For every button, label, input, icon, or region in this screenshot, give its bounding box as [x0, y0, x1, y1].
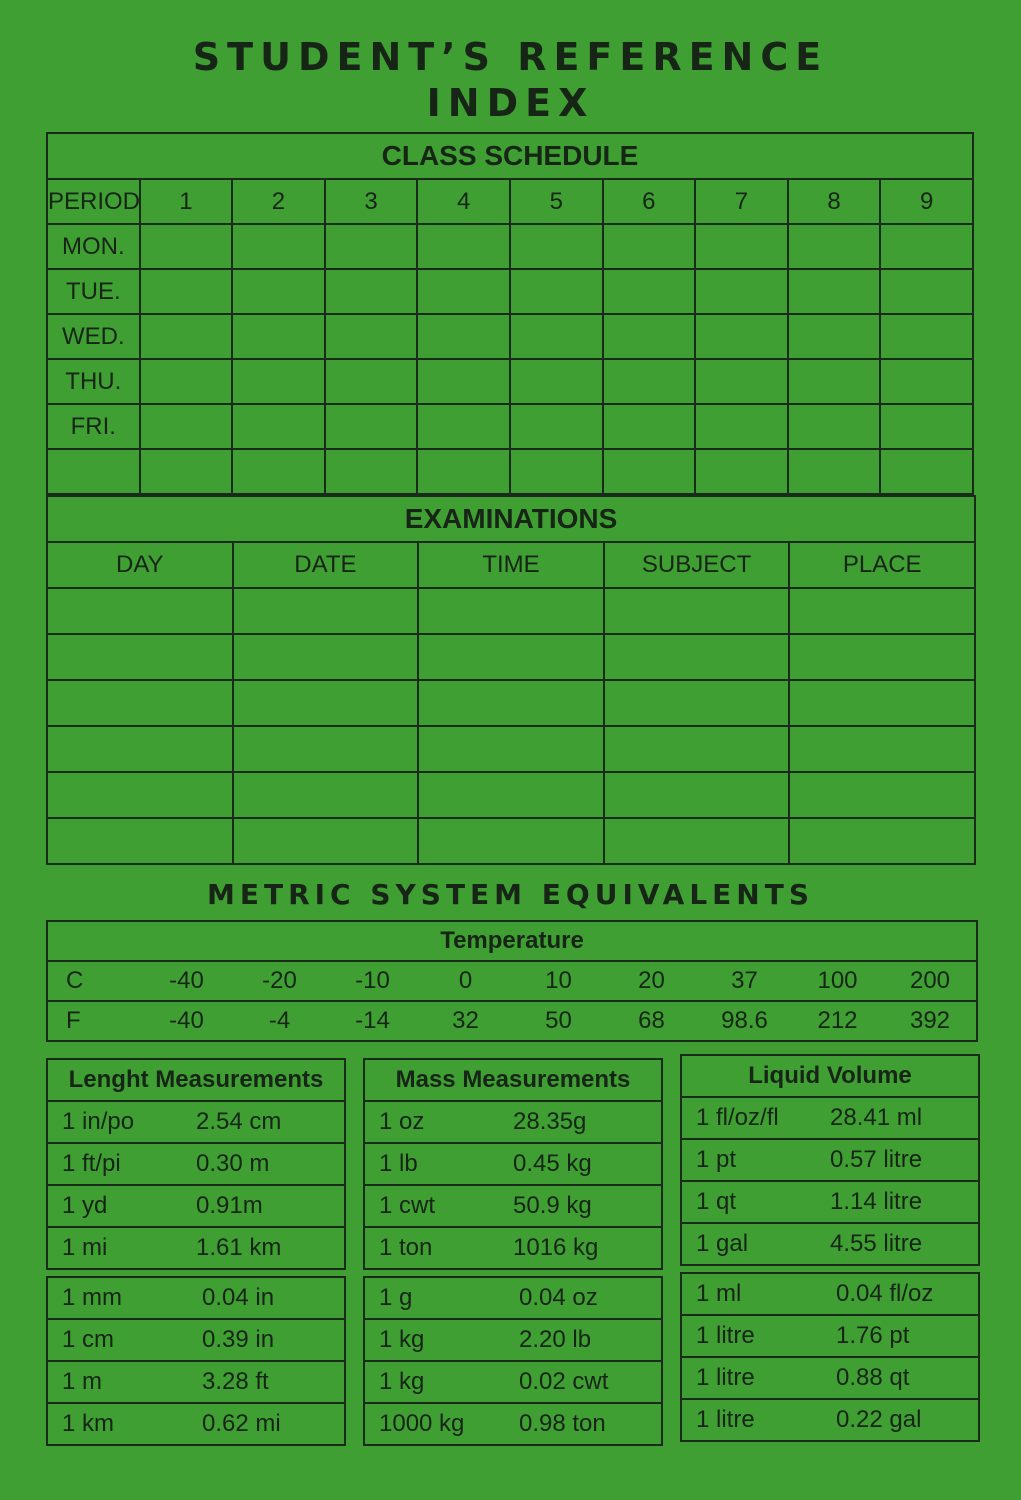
exam-cell[interactable]: [789, 680, 975, 726]
volume-unit: 1 litre: [681, 1357, 836, 1399]
exam-cell[interactable]: [233, 588, 419, 634]
length-value: 0.39 in: [202, 1319, 345, 1361]
period-label: PERIOD: [47, 179, 140, 224]
mass-unit: 1 oz: [364, 1101, 513, 1143]
exam-cell[interactable]: [604, 726, 790, 772]
mass-unit: 1 ton: [364, 1227, 513, 1269]
length-table: [46, 1058, 346, 1270]
exam-col-subject: SUBJECT: [604, 542, 790, 588]
schedule-row: [47, 449, 973, 494]
schedule-cell[interactable]: [880, 449, 973, 494]
schedule-cell[interactable]: [232, 404, 325, 449]
schedule-cell[interactable]: [788, 404, 881, 449]
fahrenheit-value: 212: [817, 1007, 858, 1034]
exam-cell[interactable]: [47, 680, 233, 726]
length-value: 0.62 mi: [202, 1403, 345, 1445]
length-unit: 1 ft/pi: [47, 1143, 196, 1185]
period-8: 8: [788, 179, 881, 224]
volume-row: [681, 1399, 979, 1441]
mass-value: 0.02 cwt: [519, 1361, 662, 1403]
volume-heading: Liquid Volume: [681, 1055, 979, 1097]
exam-cell[interactable]: [789, 588, 975, 634]
celsius-value: 20: [638, 967, 665, 994]
schedule-cell[interactable]: [695, 449, 788, 494]
schedule-cell[interactable]: [325, 449, 418, 494]
schedule-cell[interactable]: [510, 359, 603, 404]
volume-row: [681, 1273, 979, 1315]
mass-unit: 1 kg: [364, 1319, 519, 1361]
mass-unit: 1 lb: [364, 1143, 513, 1185]
length-unit: 1 mm: [47, 1277, 202, 1319]
length-row: [47, 1319, 345, 1361]
exam-cell[interactable]: [604, 818, 790, 864]
exam-cell[interactable]: [47, 772, 233, 818]
schedule-cell[interactable]: [510, 404, 603, 449]
exam-cell[interactable]: [233, 726, 419, 772]
schedule-cell[interactable]: [788, 269, 881, 314]
volume-table: [680, 1054, 980, 1266]
exam-cell[interactable]: [789, 726, 975, 772]
volume-row: [681, 1223, 979, 1265]
fahrenheit-value: 98.6: [721, 1007, 768, 1034]
schedule-row: [47, 314, 973, 359]
exam-cell[interactable]: [789, 634, 975, 680]
fahrenheit-value: 392: [909, 1007, 951, 1034]
exam-row: [47, 680, 975, 726]
exam-cell[interactable]: [418, 772, 604, 818]
mass-row: [364, 1319, 662, 1361]
mass-value: 28.35g: [513, 1101, 662, 1143]
schedule-cell[interactable]: [232, 449, 325, 494]
volume-row: [681, 1181, 979, 1223]
schedule-cell[interactable]: [325, 404, 418, 449]
schedule-cell[interactable]: [510, 269, 603, 314]
mass-row: [364, 1227, 662, 1269]
schedule-cell[interactable]: [140, 314, 233, 359]
schedule-cell[interactable]: [140, 404, 233, 449]
celsius-value: 200: [909, 967, 951, 994]
volume-value: 1.76 pt: [836, 1315, 979, 1357]
schedule-cell[interactable]: [325, 314, 418, 359]
schedule-cell[interactable]: [325, 224, 418, 269]
schedule-cell[interactable]: [417, 269, 510, 314]
schedule-cell[interactable]: [417, 224, 510, 269]
volume-row: [681, 1357, 979, 1399]
schedule-row: [47, 224, 973, 269]
length-unit: 1 m: [47, 1361, 202, 1403]
length-value: 2.54 cm: [196, 1101, 345, 1143]
schedule-cell[interactable]: [695, 314, 788, 359]
volume-value: 4.55 litre: [830, 1223, 979, 1265]
volume-value: 1.14 litre: [830, 1181, 979, 1223]
exam-row: [47, 726, 975, 772]
exam-cell[interactable]: [418, 588, 604, 634]
schedule-cell[interactable]: [880, 269, 973, 314]
schedule-cell[interactable]: [417, 359, 510, 404]
period-5: 5: [510, 179, 603, 224]
period-2: 2: [232, 179, 325, 224]
page-title-line2: INDEX: [426, 81, 595, 125]
schedule-cell[interactable]: [232, 224, 325, 269]
schedule-cell[interactable]: [603, 359, 696, 404]
exam-col-time: TIME: [418, 542, 604, 588]
length-unit: 1 cm: [47, 1319, 202, 1361]
schedule-cell[interactable]: [417, 314, 510, 359]
schedule-header-row: [47, 179, 973, 224]
exam-cell[interactable]: [47, 634, 233, 680]
schedule-cell[interactable]: [510, 449, 603, 494]
mass-table-metric: [363, 1276, 663, 1446]
length-unit: 1 in/po: [47, 1101, 196, 1143]
schedule-cell[interactable]: [140, 359, 233, 404]
schedule-cell[interactable]: [325, 359, 418, 404]
mass-value: 1016 kg: [513, 1227, 662, 1269]
period-9: 9: [880, 179, 973, 224]
exam-cell[interactable]: [233, 772, 419, 818]
celsius-value: 10: [545, 967, 572, 994]
examinations-table: [46, 495, 976, 865]
length-heading: Lenght Measurements: [47, 1059, 345, 1101]
schedule-cell[interactable]: [603, 314, 696, 359]
length-row: [47, 1277, 345, 1319]
volume-value: 0.88 qt: [836, 1357, 979, 1399]
schedule-cell[interactable]: [788, 449, 881, 494]
period-7: 7: [695, 179, 788, 224]
exam-cell[interactable]: [789, 772, 975, 818]
mass-row: [364, 1403, 662, 1445]
exam-cell[interactable]: [604, 772, 790, 818]
schedule-cell[interactable]: [788, 359, 881, 404]
exam-cell[interactable]: [789, 818, 975, 864]
celsius-row: [47, 961, 977, 1001]
day-label: [47, 449, 140, 494]
length-unit: 1 yd: [47, 1185, 196, 1227]
volume-unit: 1 fl/oz/fl: [681, 1097, 830, 1139]
exam-cell[interactable]: [418, 634, 604, 680]
period-6: 6: [603, 179, 696, 224]
exam-cell[interactable]: [604, 588, 790, 634]
fahrenheit-label: F: [66, 1007, 81, 1034]
temperature-table: [46, 920, 978, 1042]
fahrenheit-value: 32: [452, 1007, 479, 1034]
volume-unit: 1 qt: [681, 1181, 830, 1223]
mass-heading: Mass Measurements: [364, 1059, 662, 1101]
day-label: FRI.: [47, 404, 140, 449]
schedule-row: [47, 269, 973, 314]
length-unit: 1 km: [47, 1403, 202, 1445]
day-label: TUE.: [47, 269, 140, 314]
exam-row: [47, 818, 975, 864]
fahrenheit-value: -4: [268, 1007, 291, 1034]
length-row: [47, 1185, 345, 1227]
schedule-cell[interactable]: [788, 314, 881, 359]
mass-unit: 1 cwt: [364, 1185, 513, 1227]
exam-header-row: [47, 542, 975, 588]
exam-cell[interactable]: [604, 634, 790, 680]
fahrenheit-value: -40: [169, 1007, 204, 1034]
schedule-cell[interactable]: [417, 449, 510, 494]
length-unit: 1 mi: [47, 1227, 196, 1269]
class-schedule-heading: CLASS SCHEDULE: [47, 133, 973, 179]
schedule-cell[interactable]: [232, 269, 325, 314]
schedule-cell[interactable]: [880, 404, 973, 449]
exam-col-date: DATE: [233, 542, 419, 588]
fahrenheit-value: 50: [545, 1007, 572, 1034]
length-row: [47, 1361, 345, 1403]
exam-cell[interactable]: [418, 818, 604, 864]
length-row: [47, 1227, 345, 1269]
metric-heading: METRIC SYSTEM EQUIVALENTS: [206, 878, 814, 911]
mass-row: [364, 1101, 662, 1143]
schedule-cell[interactable]: [232, 359, 325, 404]
exam-cell[interactable]: [47, 818, 233, 864]
exam-row: [47, 634, 975, 680]
volume-value: 28.41 ml: [830, 1097, 979, 1139]
exam-cell[interactable]: [233, 818, 419, 864]
mass-table: [363, 1058, 663, 1270]
mass-row: [364, 1185, 662, 1227]
schedule-row: [47, 404, 973, 449]
length-value: 0.04 in: [202, 1277, 345, 1319]
celsius-label: C: [66, 967, 84, 994]
schedule-cell[interactable]: [140, 224, 233, 269]
length-row: [47, 1403, 345, 1445]
mass-value: 0.98 ton: [519, 1403, 662, 1445]
length-value: 0.91m: [196, 1185, 345, 1227]
schedule-cell[interactable]: [788, 224, 881, 269]
celsius-value: -10: [355, 967, 390, 994]
volume-row: [681, 1139, 979, 1181]
celsius-value: -20: [262, 967, 297, 994]
schedule-cell[interactable]: [510, 224, 603, 269]
exam-cell[interactable]: [418, 726, 604, 772]
schedule-cell[interactable]: [510, 314, 603, 359]
day-label: WED.: [47, 314, 140, 359]
length-table-metric: [46, 1276, 346, 1446]
schedule-cell[interactable]: [880, 314, 973, 359]
mass-unit: 1000 kg: [364, 1403, 519, 1445]
volume-table-metric: [680, 1272, 980, 1442]
exam-cell[interactable]: [233, 680, 419, 726]
schedule-cell[interactable]: [880, 359, 973, 404]
period-1: 1: [140, 179, 233, 224]
day-label: MON.: [47, 224, 140, 269]
schedule-cell[interactable]: [603, 269, 696, 314]
exam-col-day: DAY: [47, 542, 233, 588]
volume-unit: 1 gal: [681, 1223, 830, 1265]
page-title-line1: STUDENT’S REFERENCE: [192, 35, 829, 79]
fahrenheit-value: 68: [638, 1007, 665, 1034]
length-value: 3.28 ft: [202, 1361, 345, 1403]
schedule-cell[interactable]: [417, 404, 510, 449]
mass-unit: 1 g: [364, 1277, 519, 1319]
volume-value: 0.04 fl/oz: [836, 1273, 979, 1315]
exam-cell[interactable]: [233, 634, 419, 680]
schedule-cell[interactable]: [695, 224, 788, 269]
period-3: 3: [325, 179, 418, 224]
schedule-cell[interactable]: [140, 449, 233, 494]
schedule-cell[interactable]: [603, 449, 696, 494]
schedule-cell[interactable]: [140, 269, 233, 314]
period-4: 4: [417, 179, 510, 224]
volume-value: 0.22 gal: [836, 1399, 979, 1441]
fahrenheit-value: -14: [355, 1007, 390, 1034]
class-schedule-table: [46, 132, 974, 495]
length-value: 0.30 m: [196, 1143, 345, 1185]
volume-unit: 1 pt: [681, 1139, 830, 1181]
day-label: THU.: [47, 359, 140, 404]
mass-row: [364, 1361, 662, 1403]
volume-row: [681, 1097, 979, 1139]
schedule-cell[interactable]: [232, 314, 325, 359]
mass-row: [364, 1277, 662, 1319]
schedule-cell[interactable]: [325, 269, 418, 314]
exam-col-place: PLACE: [789, 542, 975, 588]
mass-value: 2.20 lb: [519, 1319, 662, 1361]
volume-unit: 1 litre: [681, 1315, 836, 1357]
exam-cell[interactable]: [47, 726, 233, 772]
schedule-cell[interactable]: [603, 224, 696, 269]
celsius-value: 100: [817, 967, 858, 994]
celsius-value: -40: [169, 967, 204, 994]
exam-cell[interactable]: [604, 680, 790, 726]
exam-cell[interactable]: [418, 680, 604, 726]
schedule-cell[interactable]: [695, 404, 788, 449]
exam-row: [47, 772, 975, 818]
schedule-cell[interactable]: [880, 224, 973, 269]
celsius-value: 0: [458, 967, 473, 994]
length-row: [47, 1101, 345, 1143]
mass-unit: 1 kg: [364, 1361, 519, 1403]
schedule-cell[interactable]: [695, 269, 788, 314]
mass-value: 50.9 kg: [513, 1185, 662, 1227]
celsius-value: 37: [731, 967, 758, 994]
mass-value: 0.45 kg: [513, 1143, 662, 1185]
mass-row: [364, 1143, 662, 1185]
exam-row: [47, 588, 975, 634]
length-row: [47, 1143, 345, 1185]
schedule-cell[interactable]: [695, 359, 788, 404]
mass-value: 0.04 oz: [519, 1277, 662, 1319]
volume-value: 0.57 litre: [830, 1139, 979, 1181]
schedule-row: [47, 359, 973, 404]
examinations-heading: EXAMINATIONS: [47, 496, 975, 542]
volume-row: [681, 1315, 979, 1357]
length-value: 1.61 km: [196, 1227, 345, 1269]
fahrenheit-row: [47, 1001, 977, 1041]
volume-unit: 1 ml: [681, 1273, 836, 1315]
temperature-heading: Temperature: [47, 921, 977, 961]
exam-cell[interactable]: [47, 588, 233, 634]
volume-unit: 1 litre: [681, 1399, 836, 1441]
schedule-cell[interactable]: [603, 404, 696, 449]
